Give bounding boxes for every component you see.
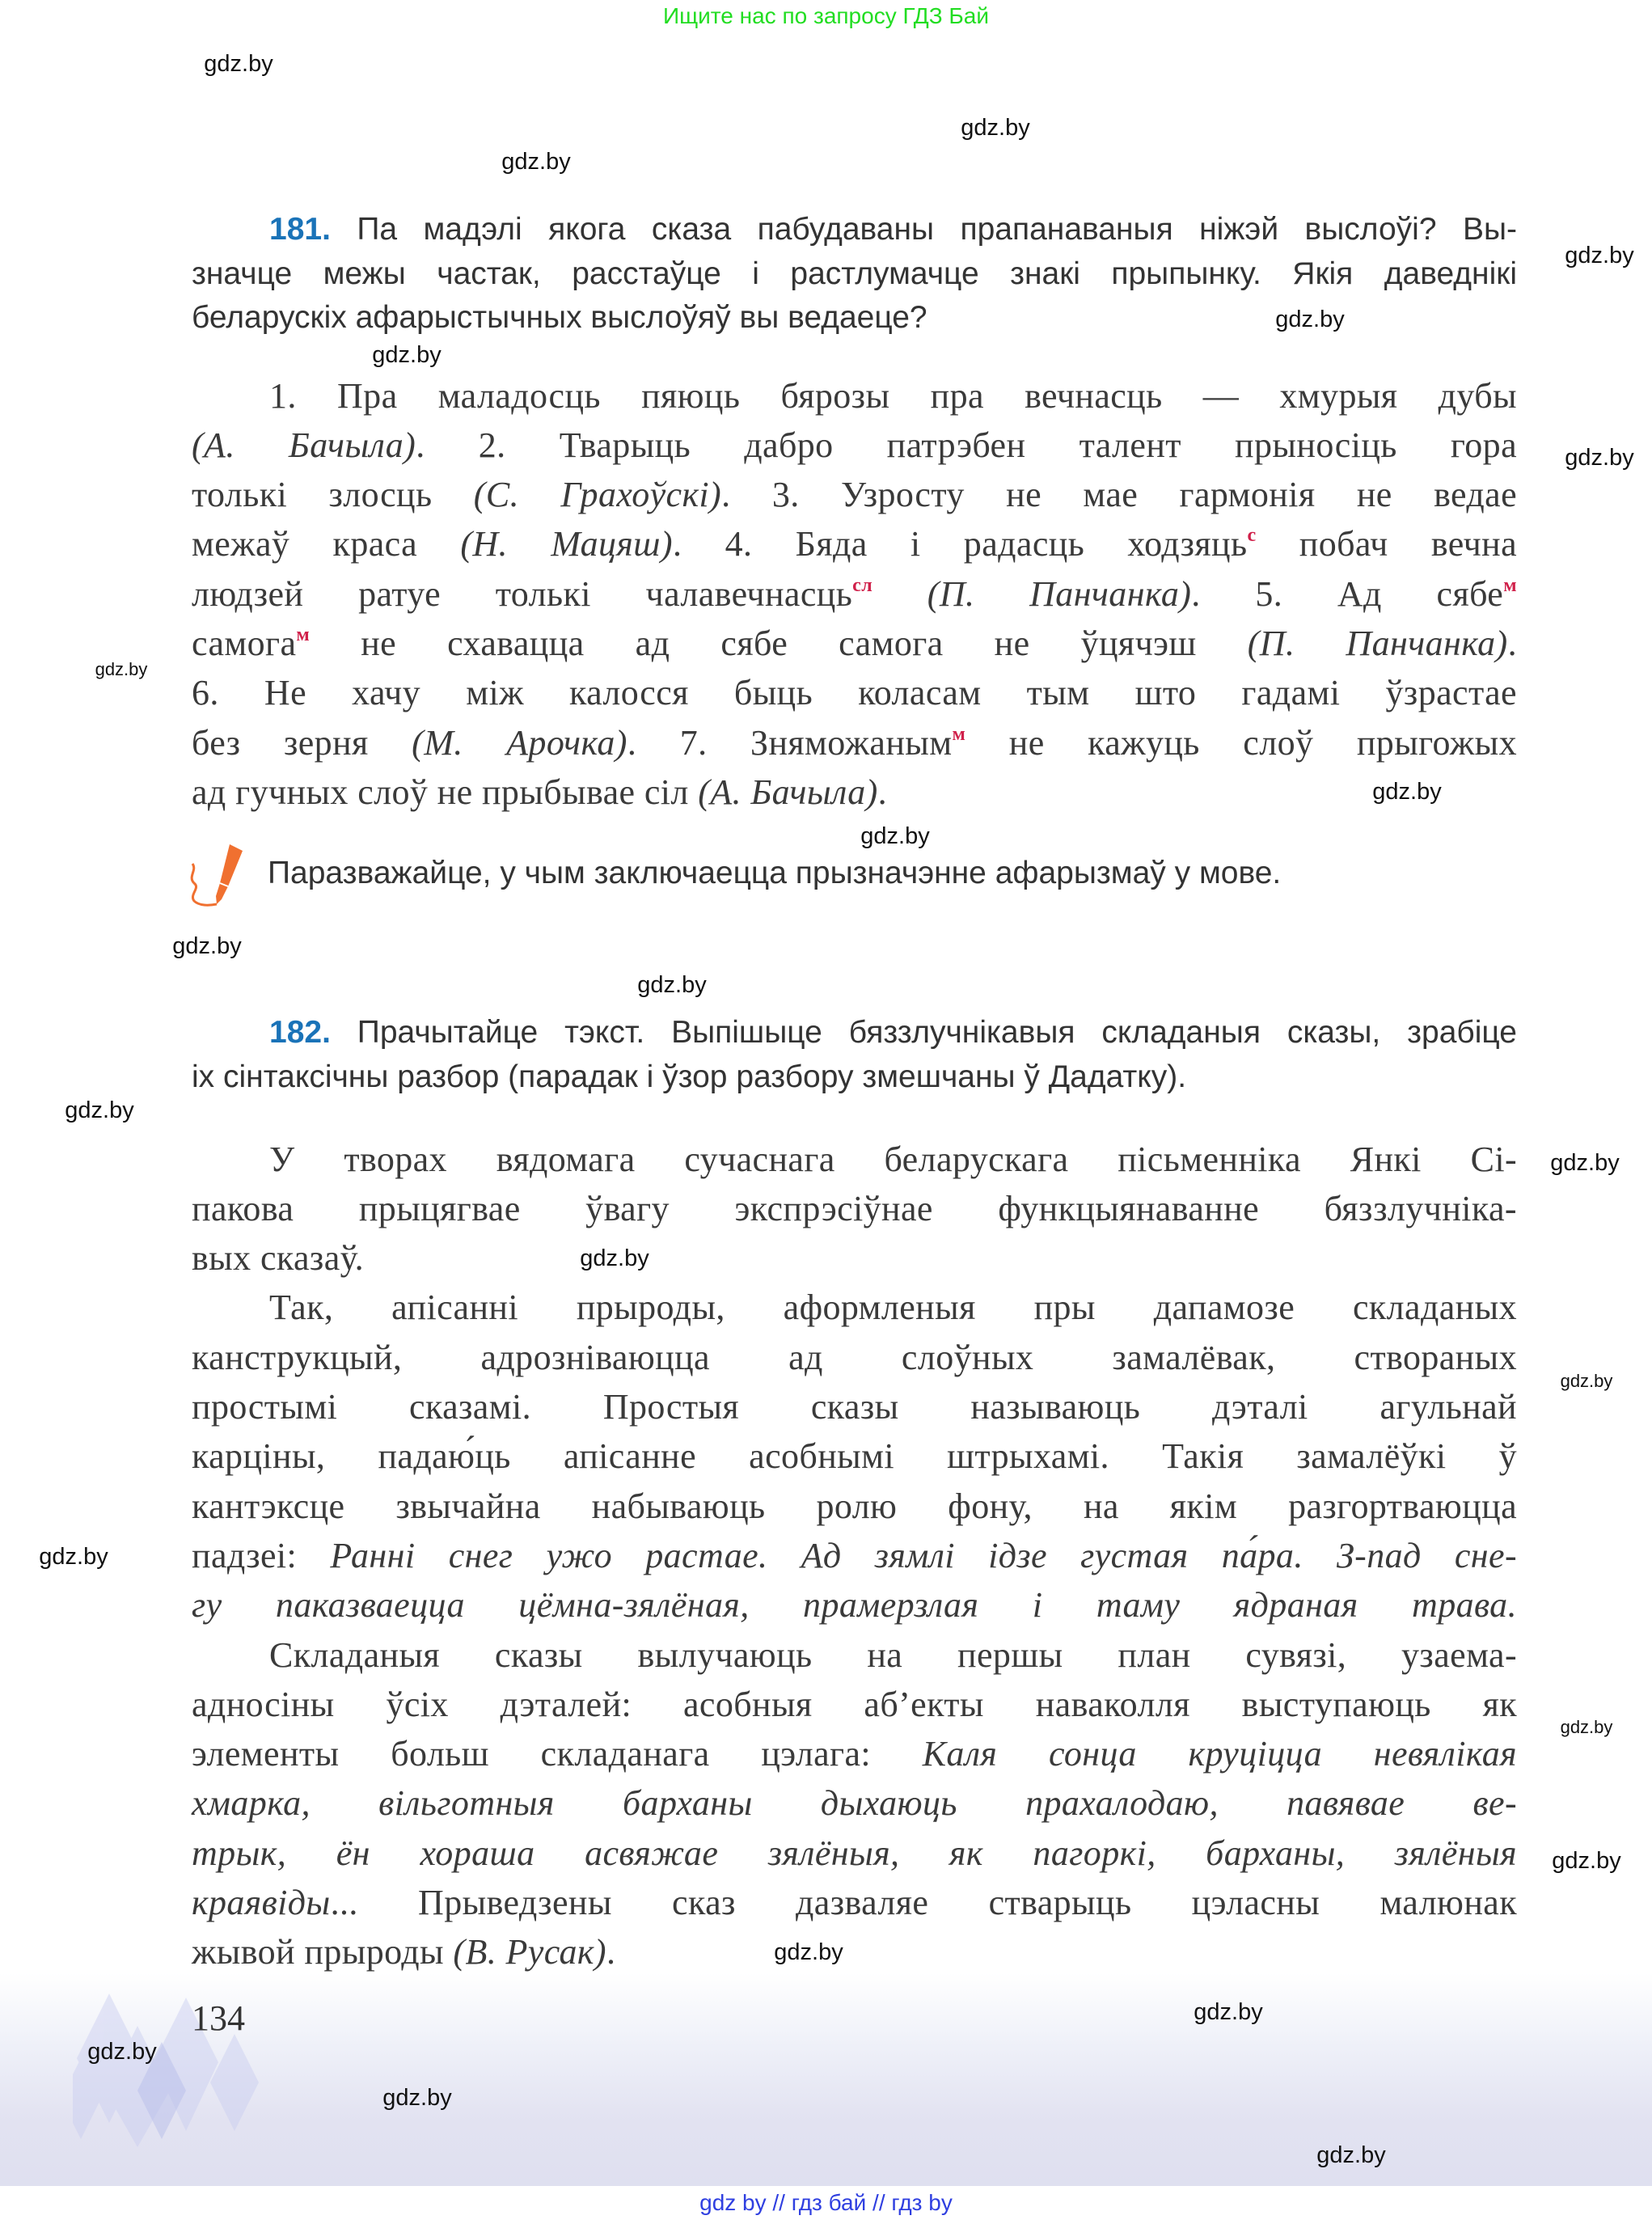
superscript-mark: сл xyxy=(852,574,873,596)
watermark-text: gdz.by xyxy=(1565,243,1634,268)
italic-text: (П. Панчанка) xyxy=(927,573,1192,614)
text-segment: У творах вядомага сучаснага беларускага пісьменніка Янкі Сі- xyxy=(269,1139,1517,1179)
text-segment: . 3. Узросту не мае гармонія не ведае xyxy=(721,475,1518,515)
italic-text: (С. Грахоўскі) xyxy=(473,475,722,515)
text-segment: карціны, падаю́ць апісанне асобнымі штрыхамі. Такія замалёўкі ў xyxy=(192,1436,1517,1477)
text-segment: людзей ратуе толькі чалавечнасць xyxy=(192,573,853,614)
text-line xyxy=(192,1927,1517,1977)
watermark-text: gdz.by xyxy=(372,342,442,368)
text-line xyxy=(192,767,1517,817)
watermark-text: gdz.by xyxy=(1560,1371,1613,1391)
text-line xyxy=(192,1431,1517,1481)
watermark-text: gdz.by xyxy=(204,51,273,77)
watermark-text: gdz.by xyxy=(637,972,707,998)
watermark-text: gdz.by xyxy=(580,1245,649,1271)
watermark-text: gdz.by xyxy=(1560,1717,1613,1737)
text-line xyxy=(192,1184,1517,1233)
text-line xyxy=(192,519,1517,569)
watermark-text: gdz.by xyxy=(39,1544,108,1570)
text-segment: 1. Пра маладосць пяюць бярозы пра вечнасць — хмурыя дубы xyxy=(269,375,1517,416)
italic-text: гу паказваецца цёмна-зялёная, прамерзлая і таму ядраная трава. xyxy=(192,1585,1517,1626)
text-segment: Складаныя сказы вылучаюць на першы план сувязі, узаема- xyxy=(269,1634,1517,1675)
superscript-mark: с xyxy=(1247,525,1257,547)
italic-text: трык, ён хораша асвяжае зялёныя, як пагоркі, барханы, зялёныя xyxy=(192,1833,1517,1873)
text-segment: 6. Не хачу між калосся быць коласам тым што гадамі ўзрастае xyxy=(192,673,1517,713)
watermark-text: gdz.by xyxy=(1316,2142,1386,2168)
watermark-text: gdz.by xyxy=(1552,1848,1621,1874)
pen-icon xyxy=(188,841,252,911)
italic-text: (М. Арочка) xyxy=(412,722,627,763)
text-line xyxy=(192,668,1517,717)
italic-text: (А. Бачыла) xyxy=(192,425,416,465)
text-line xyxy=(192,1680,1517,1729)
italic-text: краявіды xyxy=(192,1883,331,1922)
text-segment: . 7. Зняможаным xyxy=(627,722,953,763)
superscript-mark: м xyxy=(1503,574,1517,596)
text-line xyxy=(192,252,1517,296)
text-line xyxy=(192,718,1517,767)
text-segment: простымі сказамі. Простыя сказы называюць дэталі агульнай xyxy=(192,1387,1517,1427)
text-segment: . 4. Бяда і радасць ходзяць xyxy=(672,524,1248,564)
text-segment: без зерня xyxy=(192,722,412,763)
text-line xyxy=(192,619,1517,668)
italic-text: (Н. Мацяш) xyxy=(460,524,673,564)
page-number: 134 xyxy=(192,1998,245,2038)
text-line xyxy=(192,470,1517,519)
italic-text: хмарка, вільготныя барханы дыхаюць прахалодаю, павявае ве- xyxy=(192,1783,1517,1824)
text-segment: побач вечна xyxy=(1256,524,1518,564)
text-line xyxy=(192,1382,1517,1431)
text-segment: падзеі: xyxy=(192,1535,331,1575)
text-segment: не кажуць слоў прыгожых xyxy=(965,722,1517,763)
text-line xyxy=(192,421,1517,470)
text-segment: ад гучных слоў не прыбывае сіл xyxy=(192,772,699,812)
watermark-text: gdz.by xyxy=(1275,307,1345,332)
watermark-text: gdz.by xyxy=(1372,779,1442,805)
watermark-text: gdz.by xyxy=(774,1939,843,1965)
text-line xyxy=(269,371,1517,421)
italic-text: Ранні снег ужо растае. Ад зямлі ідзе густая па́ра. З-пад сне- xyxy=(330,1535,1518,1575)
text-segment xyxy=(872,574,927,614)
text-line xyxy=(192,1878,1517,1927)
watermark-text: gdz.by xyxy=(1194,1999,1263,2025)
text-segment: Так, апісанні прыроды, аформленыя пры дапамозе складаных xyxy=(269,1287,1517,1328)
text-segment: толькі злосць xyxy=(192,475,474,515)
watermark-text: gdz.by xyxy=(65,1097,134,1123)
text-segment: самога xyxy=(192,624,297,663)
text-segment: значце межы частак, расстаўце і растлумачце знакі прыпынку. Якія даведнікі xyxy=(192,256,1517,291)
text-segment: . 2. Тварыць дабро патрэбен талент прыносіць гора xyxy=(416,425,1517,465)
text-line xyxy=(269,1011,1517,1055)
footer-links: gdz by // гдз бай // гдз by xyxy=(699,2190,953,2215)
text-segment: ... Прыведзены сказ дазваляе стварыць цэласны малюнак xyxy=(330,1883,1517,1922)
text-segment: не схавацца ад сябе самога не ўцячэш xyxy=(310,624,1248,663)
italic-text: Каля сонца круціцца невялікая xyxy=(922,1734,1518,1774)
text-line xyxy=(192,1531,1517,1580)
text-line xyxy=(192,1778,1517,1828)
text-line xyxy=(192,1233,1517,1283)
text-line xyxy=(192,1729,1517,1778)
text-line xyxy=(269,1135,1517,1184)
text-line xyxy=(192,1580,1517,1630)
watermark-text: gdz.by xyxy=(95,659,148,679)
text-segment: вых сказаў. xyxy=(192,1238,365,1279)
exercise-number: 182. xyxy=(269,1015,331,1050)
text-line xyxy=(192,1055,1517,1099)
watermark-text: gdz.by xyxy=(1550,1150,1620,1176)
watermark-text: gdz.by xyxy=(1565,445,1634,471)
text-segment: Па мадэлі якога сказа пабудаваны прапанаваныя ніжэй выслоўі? Вы- xyxy=(330,212,1517,247)
text-segment: канструкцый, адрозніваюцца ад слоўных замалёвак, створаных xyxy=(192,1337,1517,1377)
reflection-prompt: Паразважайце, у чым заключаецца прызначэнне афарызмаў у мове. xyxy=(268,856,1282,890)
text-segment: . xyxy=(1507,624,1517,663)
text-segment: . xyxy=(877,772,888,812)
superscript-mark: м xyxy=(296,624,311,645)
watermark-text: gdz.by xyxy=(501,149,571,175)
watermark-text: gdz.by xyxy=(172,933,242,959)
italic-text: (В. Русак) xyxy=(453,1932,606,1972)
text-segment: пакова прыцягвае ўвагу экспрэсіўнае функцыянаванне бяззлучніка- xyxy=(192,1188,1517,1228)
watermark-text: gdz.by xyxy=(87,2039,157,2065)
italic-text: (А. Бачыла) xyxy=(698,772,878,812)
text-segment: . 5. Ад сябе xyxy=(1191,573,1504,614)
search-hint-banner: Ищите нас по запросу ГДЗ Бай xyxy=(662,3,990,28)
text-segment: Прачытайце тэкст. Выпішыце бяззлучнікавыя складаныя сказы, зрабіце xyxy=(330,1015,1517,1050)
text-segment: . xyxy=(606,1932,616,1972)
text-line xyxy=(192,1333,1517,1382)
watermark-text: gdz.by xyxy=(860,823,930,849)
exercise-number: 181. xyxy=(269,212,331,247)
text-line xyxy=(269,1630,1517,1680)
text-segment: элементы больш складанага цэлага: xyxy=(192,1734,923,1774)
text-line xyxy=(192,1482,1517,1531)
watermark-text: gdz.by xyxy=(961,115,1030,141)
text-line xyxy=(269,208,1517,252)
text-segment: іх сінтаксічны разбор (парадак і ўзор разбору змешчаны ў Дадатку). xyxy=(192,1059,1187,1094)
text-line xyxy=(192,569,1517,619)
text-segment: беларускіх афарыстычных выслоўяў вы ведаеце? xyxy=(192,300,927,335)
text-line xyxy=(192,1829,1517,1878)
superscript-mark: м xyxy=(952,723,966,745)
italic-text: (П. Панчанка) xyxy=(1247,624,1508,663)
text-segment: адносіны ўсіх дэталей: асобныя аб’екты наваколля выступаюць як xyxy=(192,1684,1517,1724)
text-segment: кантэксце звычайна набываюць ролю фону, на якім разгортваюцца xyxy=(192,1486,1517,1526)
text-segment: жывой прыроды xyxy=(192,1932,454,1972)
text-segment: межаў краса xyxy=(192,524,461,564)
watermark-text: gdz.by xyxy=(382,2085,452,2111)
text-line xyxy=(269,1283,1517,1332)
